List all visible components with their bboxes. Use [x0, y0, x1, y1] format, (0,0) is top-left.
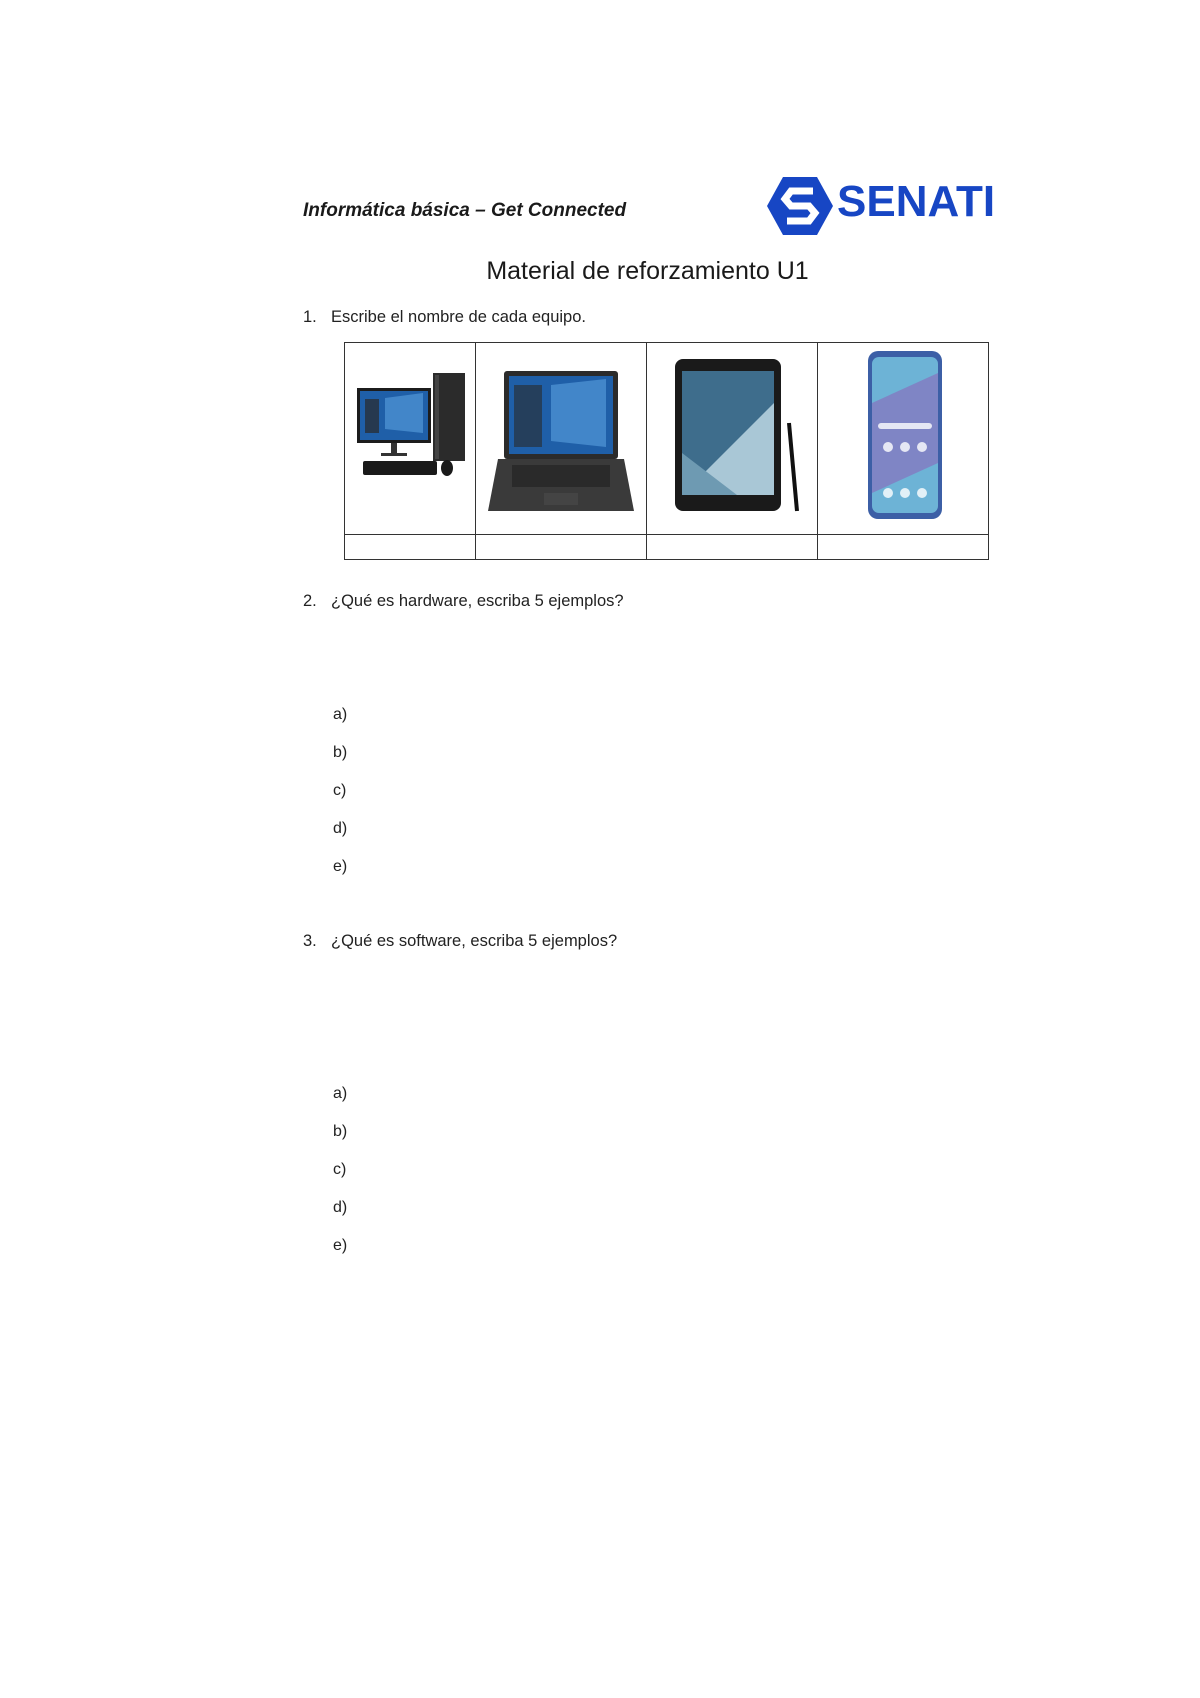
device-cell-3 [647, 343, 818, 535]
question-3-option-d: d) [333, 1199, 348, 1216]
device-cell-4 [818, 343, 989, 535]
page-title-text: Material de reforzamiento U1 [486, 257, 809, 285]
smartphone-icon [818, 343, 988, 529]
question-2-text: ¿Qué es hardware, escriba 5 ejemplos? [331, 592, 624, 610]
laptop-icon [476, 343, 646, 529]
question-2-option-a: a) [333, 706, 348, 723]
devices-table [344, 342, 989, 560]
devices-image-row [345, 343, 989, 535]
question-1-number: 1. [303, 308, 317, 326]
device-cell-1 [345, 343, 476, 535]
senati-logo [765, 175, 995, 237]
device-name-input-2[interactable] [476, 535, 647, 560]
question-2-option-e: e) [333, 858, 348, 875]
question-3-text: ¿Qué es software, escriba 5 ejemplos? [331, 932, 618, 950]
device-name-input-1[interactable] [345, 535, 476, 560]
logo-text: SENATI [837, 177, 996, 226]
question-2-option-c: c) [333, 782, 347, 799]
question-3-option-b: b) [333, 1123, 348, 1140]
question-3-option-a: a) [333, 1085, 348, 1102]
device-name-input-4[interactable] [818, 535, 989, 560]
question-1 [303, 308, 586, 327]
device-cell-2 [476, 343, 647, 535]
question-3-option-e: e) [333, 1237, 348, 1254]
desktop-computer-icon [345, 343, 475, 529]
question-2 [303, 592, 624, 611]
question-2-option-b: b) [333, 744, 348, 761]
question-3-number: 3. [303, 932, 317, 950]
question-2-option-d: d) [333, 820, 348, 837]
tablet-icon [647, 343, 817, 529]
devices-name-row [345, 535, 989, 560]
question-3-option-c: c) [333, 1161, 347, 1178]
page-title [0, 257, 1200, 286]
senati-logo-mark-icon [765, 175, 835, 237]
question-2-number: 2. [303, 592, 317, 610]
device-name-input-3[interactable] [647, 535, 818, 560]
question-1-text: Escribe el nombre de cada equipo. [331, 308, 586, 326]
question-3 [303, 932, 617, 951]
course-header: Informática básica – Get Connected [303, 200, 627, 221]
